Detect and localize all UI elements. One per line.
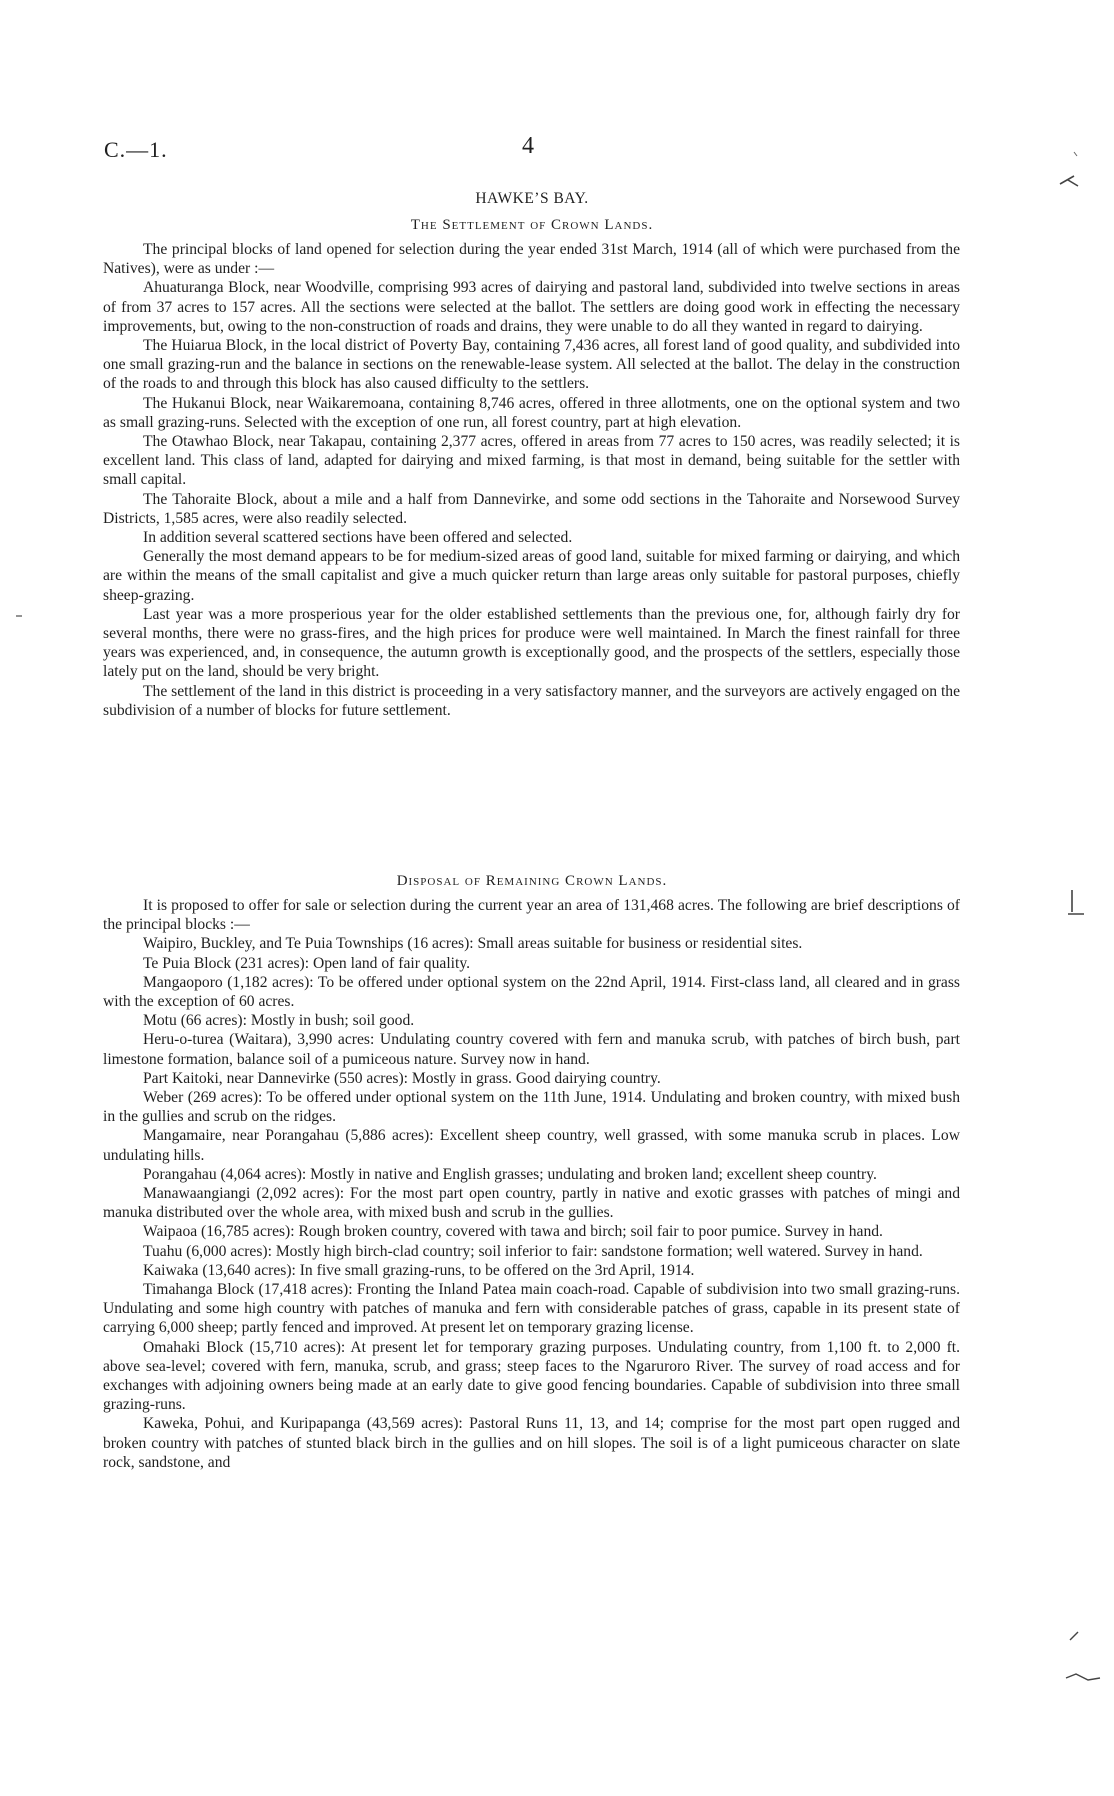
paragraph: Omahaki Block (15,710 acres): At present let for temporary grazing purposes. Undulating country, from 1,100 ft. to 2,000 ft. above sea-level; covered with fern, manuka, scrub, and grass; steep faces to the Ngaruroro River. The survey of road access and for exchanges with adjoining owners being made at an early date to give good fencing boundaries. Capable of subdivision into three small grazing-runs.	[103, 1338, 960, 1414]
paragraph: It is proposed to offer for sale or selection during the current year an area of 131,468 acres. The following are brief descriptions of the principal blocks :—	[103, 897, 960, 934]
paragraph: Motu (66 acres): Mostly in bush; soil good.	[143, 1012, 415, 1030]
paragraph: The Otawhao Block, near Takapau, containing 2,377 acres, offered in areas from 77 acres to 150 acres, was readily selected; it is excellent land. This class of land, adapted for dairying and mixed farming, is that most in demand, being suitable for the settler with small capital.	[103, 433, 960, 489]
paragraph: Kaiwaka (13,640 acres): In five small grazing-runs, to be offered on the 3rd April, 1914.	[143, 1261, 695, 1279]
scan-mark	[1072, 150, 1080, 160]
paragraph: Porangahau (4,064 acres): Mostly in native and English grasses; undulating and broken land; excellent sheep country.	[143, 1165, 877, 1183]
paragraph: The Hukanui Block, near Waikaremoana, containing 8,746 acres, offered in three allotments, one on the optional system and two as small grazing-runs. Selected with the exception of one run, all forest country, part at high elevation.	[103, 394, 960, 431]
settlement-body	[103, 240, 960, 720]
paragraph: Part Kaitoki, near Dannevirke (550 acres): Mostly in grass. Good dairying country.	[143, 1069, 661, 1087]
paragraph: Te Puia Block (231 acres): Open land of fair quality.	[143, 954, 470, 972]
scan-mark	[1064, 1672, 1104, 1686]
paragraph: Ahuaturanga Block, near Woodville, comprising 993 acres of dairying and pastoral land, subdivided into twelve sections in areas of from 37 acres to 157 acres. All the sections were selected at the ballot. The settlers are doing good work in effecting the necessary improvements, but, owing to the non-construction of roads and drains, they were unable to do all they wanted in regard to dairying.	[103, 279, 960, 335]
paragraph: Mangaoporo (1,182 acres): To be offered under optional system on the 22nd April, 1914. First-class land, all cleared and in grass with the exception of 60 acres.	[103, 973, 960, 1011]
scan-mark	[1064, 888, 1088, 918]
paragraph: The settlement of the land in this district is proceeding in a very satisfactory manner, and the surveyors are actively engaged on the subdivision of a number of blocks for future settlement.	[103, 682, 960, 719]
paragraph: Weber (269 acres): To be offered under optional system on the 11th June, 1914. Undulating and broken country, with mixed bush in the gullies and scrub on the ridges.	[103, 1089, 960, 1126]
page-header	[104, 133, 964, 167]
paragraph: Waipiro, Buckley, and Te Puia Townships (16 acres): Small areas suitable for business or residential sites.	[143, 935, 803, 953]
paragraph: The Tahoraite Block, about a mile and a half from Dannevirke, and some odd sections in the Tahoraite and Norsewood Survey Districts, 1,585 acres, were also readily selected.	[103, 490, 960, 527]
document-reference: C.—1.	[104, 137, 168, 162]
paragraph: Heru-o-turea (Waitara), 3,990 acres: Undulating country covered with fern and manuka scrub, with patches of birch bush, part limestone formation, balance soil of a pumiceous nature. Survey now in hand.	[103, 1031, 960, 1068]
page-number: 4	[522, 133, 534, 159]
scan-mark	[1058, 166, 1082, 190]
paragraph: Generally the most demand appears to be for medium-sized areas of good land, suitable for mixed farming or dairying, and which are within the means of the small capitalist and give a much quicker return than large areas only suitable for pastoral purposes, chiefly sheep-grazing.	[103, 548, 960, 604]
paragraph: Manawaangiangi (2,092 acres): For the most part open country, partly in native and exotic grasses with patches of mingi and manuka distributed over the whole area, with mixed bush and scrub in the gullies.	[103, 1185, 960, 1222]
paragraph: Mangamaire, near Porangahau (5,886 acres): Excellent sheep country, well grassed, with some manuka scrub in places. Low undulating hills.	[103, 1127, 960, 1164]
paragraph: Timahanga Block (17,418 acres): Fronting the Inland Patea main coach-road. Capable of subdivision into two small grazing-runs. Undulating and some high country with patches of manuka and fern with considerable patches of grass, capable in its present state of carrying 6,000 sheep; partly fenced and improved. At present let on temporary grazing license.	[103, 1281, 960, 1337]
section-heading-disposal: Disposal of Remaining Crown Lands.	[396, 873, 668, 889]
paragraph: In addition several scattered sections have been offered and selected.	[143, 529, 573, 547]
scan-mark	[1068, 1628, 1082, 1642]
paragraph: Last year was a more prosperious year for the older established settlements than the previous one, for, although fairly dry for several months, there were no grass-fires, and the high prices for produce were well maintained. In March the finest rainfall for three years was experienced, and, in consequence, the autumn growth is exceptionally good, and the prospects of the settlers, especially those lately put on the land, should be very bright.	[103, 605, 960, 681]
disposal-body	[103, 896, 960, 1472]
paragraph: The principal blocks of land opened for selection during the year ended 31st March, 1914 (all of which were purchased from the Natives), were as under :—	[103, 241, 960, 278]
page-title: HAWKE’S BAY.	[475, 190, 589, 207]
section-heading-settlement: The Settlement of Crown Lands.	[410, 217, 654, 233]
scan-mark	[14, 612, 24, 620]
paragraph: The Huiarua Block, in the local district of Poverty Bay, containing 7,436 acres, all forest land of good quality, and subdivided into one small grazing-run and the balance in sections on the renewable-lease system. All selected at the ballot. The delay in the construction of the roads to and through this block has also caused difficulty to the settlers.	[103, 337, 960, 393]
paragraph: Tuahu (6,000 acres): Mostly high birch-clad country; soil inferior to fair: sandstone formation; well watered. Survey in hand.	[143, 1242, 923, 1260]
paragraph: Waipaoa (16,785 acres): Rough broken country, covered with tawa and birch; soil fair to poor pumice. Survey in hand.	[143, 1223, 883, 1241]
paragraph: Kaweka, Pohui, and Kuripapanga (43,569 acres): Pastoral Runs 11, 13, and 14; comprise for the most part open rugged and broken country with patches of stunted black birch in the gullies and on hill slopes. The soil is of a light pumiceous character on slate rock, sandstone, and	[103, 1415, 960, 1471]
